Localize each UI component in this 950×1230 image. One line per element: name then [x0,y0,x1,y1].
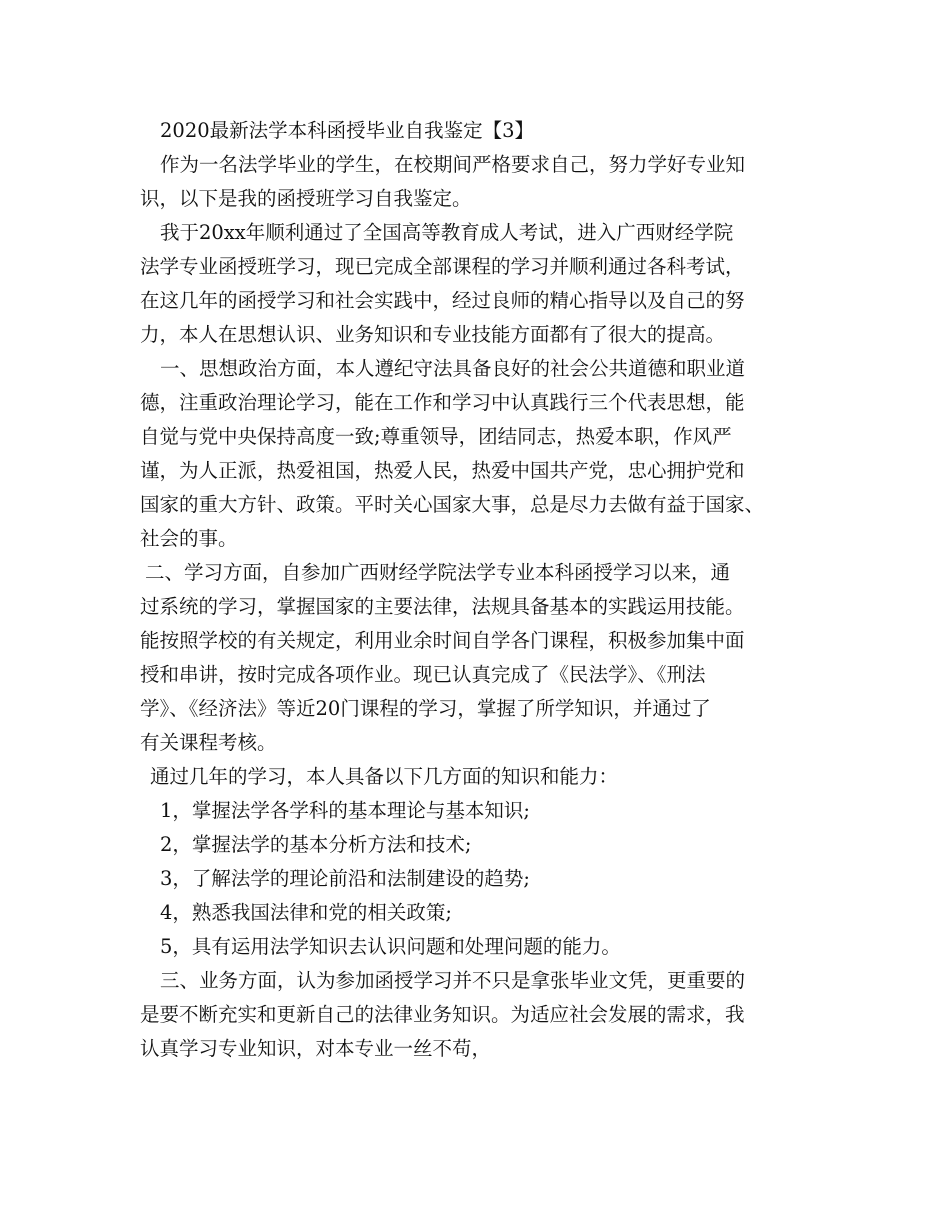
text-line: 2，掌握法学的基本分析方法和技术; [160,833,472,856]
text-line: 通过几年的学习，本人具备以下几方面的知识和能力： [150,765,619,788]
text-line: 授和串讲，按时完成各项作业。现已认真完成了《民法学》、《刑法 [140,663,706,686]
text-line: 学》、《经济法》等近20门课程的学习，掌握了所学知识，并通过了 [140,697,711,720]
text-line: 社会的事。 [140,527,238,550]
text-line: 5，具有运用法学知识去认识问题和处理问题的能力。 [160,935,621,958]
text-line: 1，掌握法学各学科的基本理论与基本知识; [160,799,530,822]
text-line: 4，熟悉我国法律和党的相关政策; [160,901,452,924]
text-line: 力，本人在思想认识、业务知识和专业技能方面都有了很大的提高。 [140,323,726,346]
text-line: 作为一名法学毕业的学生，在校期间严格要求自己，努力学好专业知 [160,153,746,176]
document-text [140,148,830,1066]
text-line: 二、学习方面，自参加广西财经学院法学专业本科函授学习以来，通 [145,561,731,584]
text-line: 有关课程考核。 [140,731,277,754]
text-line: 过系统的学习，掌握国家的主要法律，法规具备基本的实践运用技能。 [140,595,745,618]
text-line: 国家的重大方针、政策。平时关心国家大事，总是尽力去做有益于国家、 [140,493,765,516]
text-line: 谨，为人正派，热爱祖国，热爱人民，热爱中国共产党，忠心拥护党和 [140,459,745,482]
text-line: 三、业务方面，认为参加函授学习并不只是拿张毕业文凭，更重要的 [160,969,746,992]
text-line: 我于20xx年顺利通过了全国高等教育成人考试，进入广西财经学院 [160,221,734,244]
text-line: 是要不断充实和更新自己的法律业务知识。为适应社会发展的需求，我 [140,1003,745,1026]
text-line: 识，以下是我的函授班学习自我鉴定。 [140,187,472,210]
text-line: 3，了解法学的理论前沿和法制建设的趋势; [160,867,530,890]
text-line: 法学专业函授班学习，现已完成全部课程的学习并顺利通过各科考试， [140,255,745,278]
text-line: 自觉与党中央保持高度一致;尊重领导，团结同志，热爱本职，作风严 [140,425,732,448]
text-line: 能按照学校的有关规定，利用业余时间自学各门课程，积极参加集中面 [140,629,745,652]
text-line: 认真学习专业知识，对本专业一丝不苟， [140,1037,492,1060]
document-body [140,114,830,1066]
text-line: 一、思想政治方面，本人遵纪守法具备良好的社会公共道德和职业道 [160,357,746,380]
text-line: 德，注重政治理论学习，能在工作和学习中认真践行三个代表思想，能 [140,391,745,414]
text-line: 在这几年的函授学习和社会实践中，经过良师的精心指导以及自己的努 [140,289,745,312]
document-title: 2020最新法学本科函授毕业自我鉴定【3】 [160,119,535,142]
